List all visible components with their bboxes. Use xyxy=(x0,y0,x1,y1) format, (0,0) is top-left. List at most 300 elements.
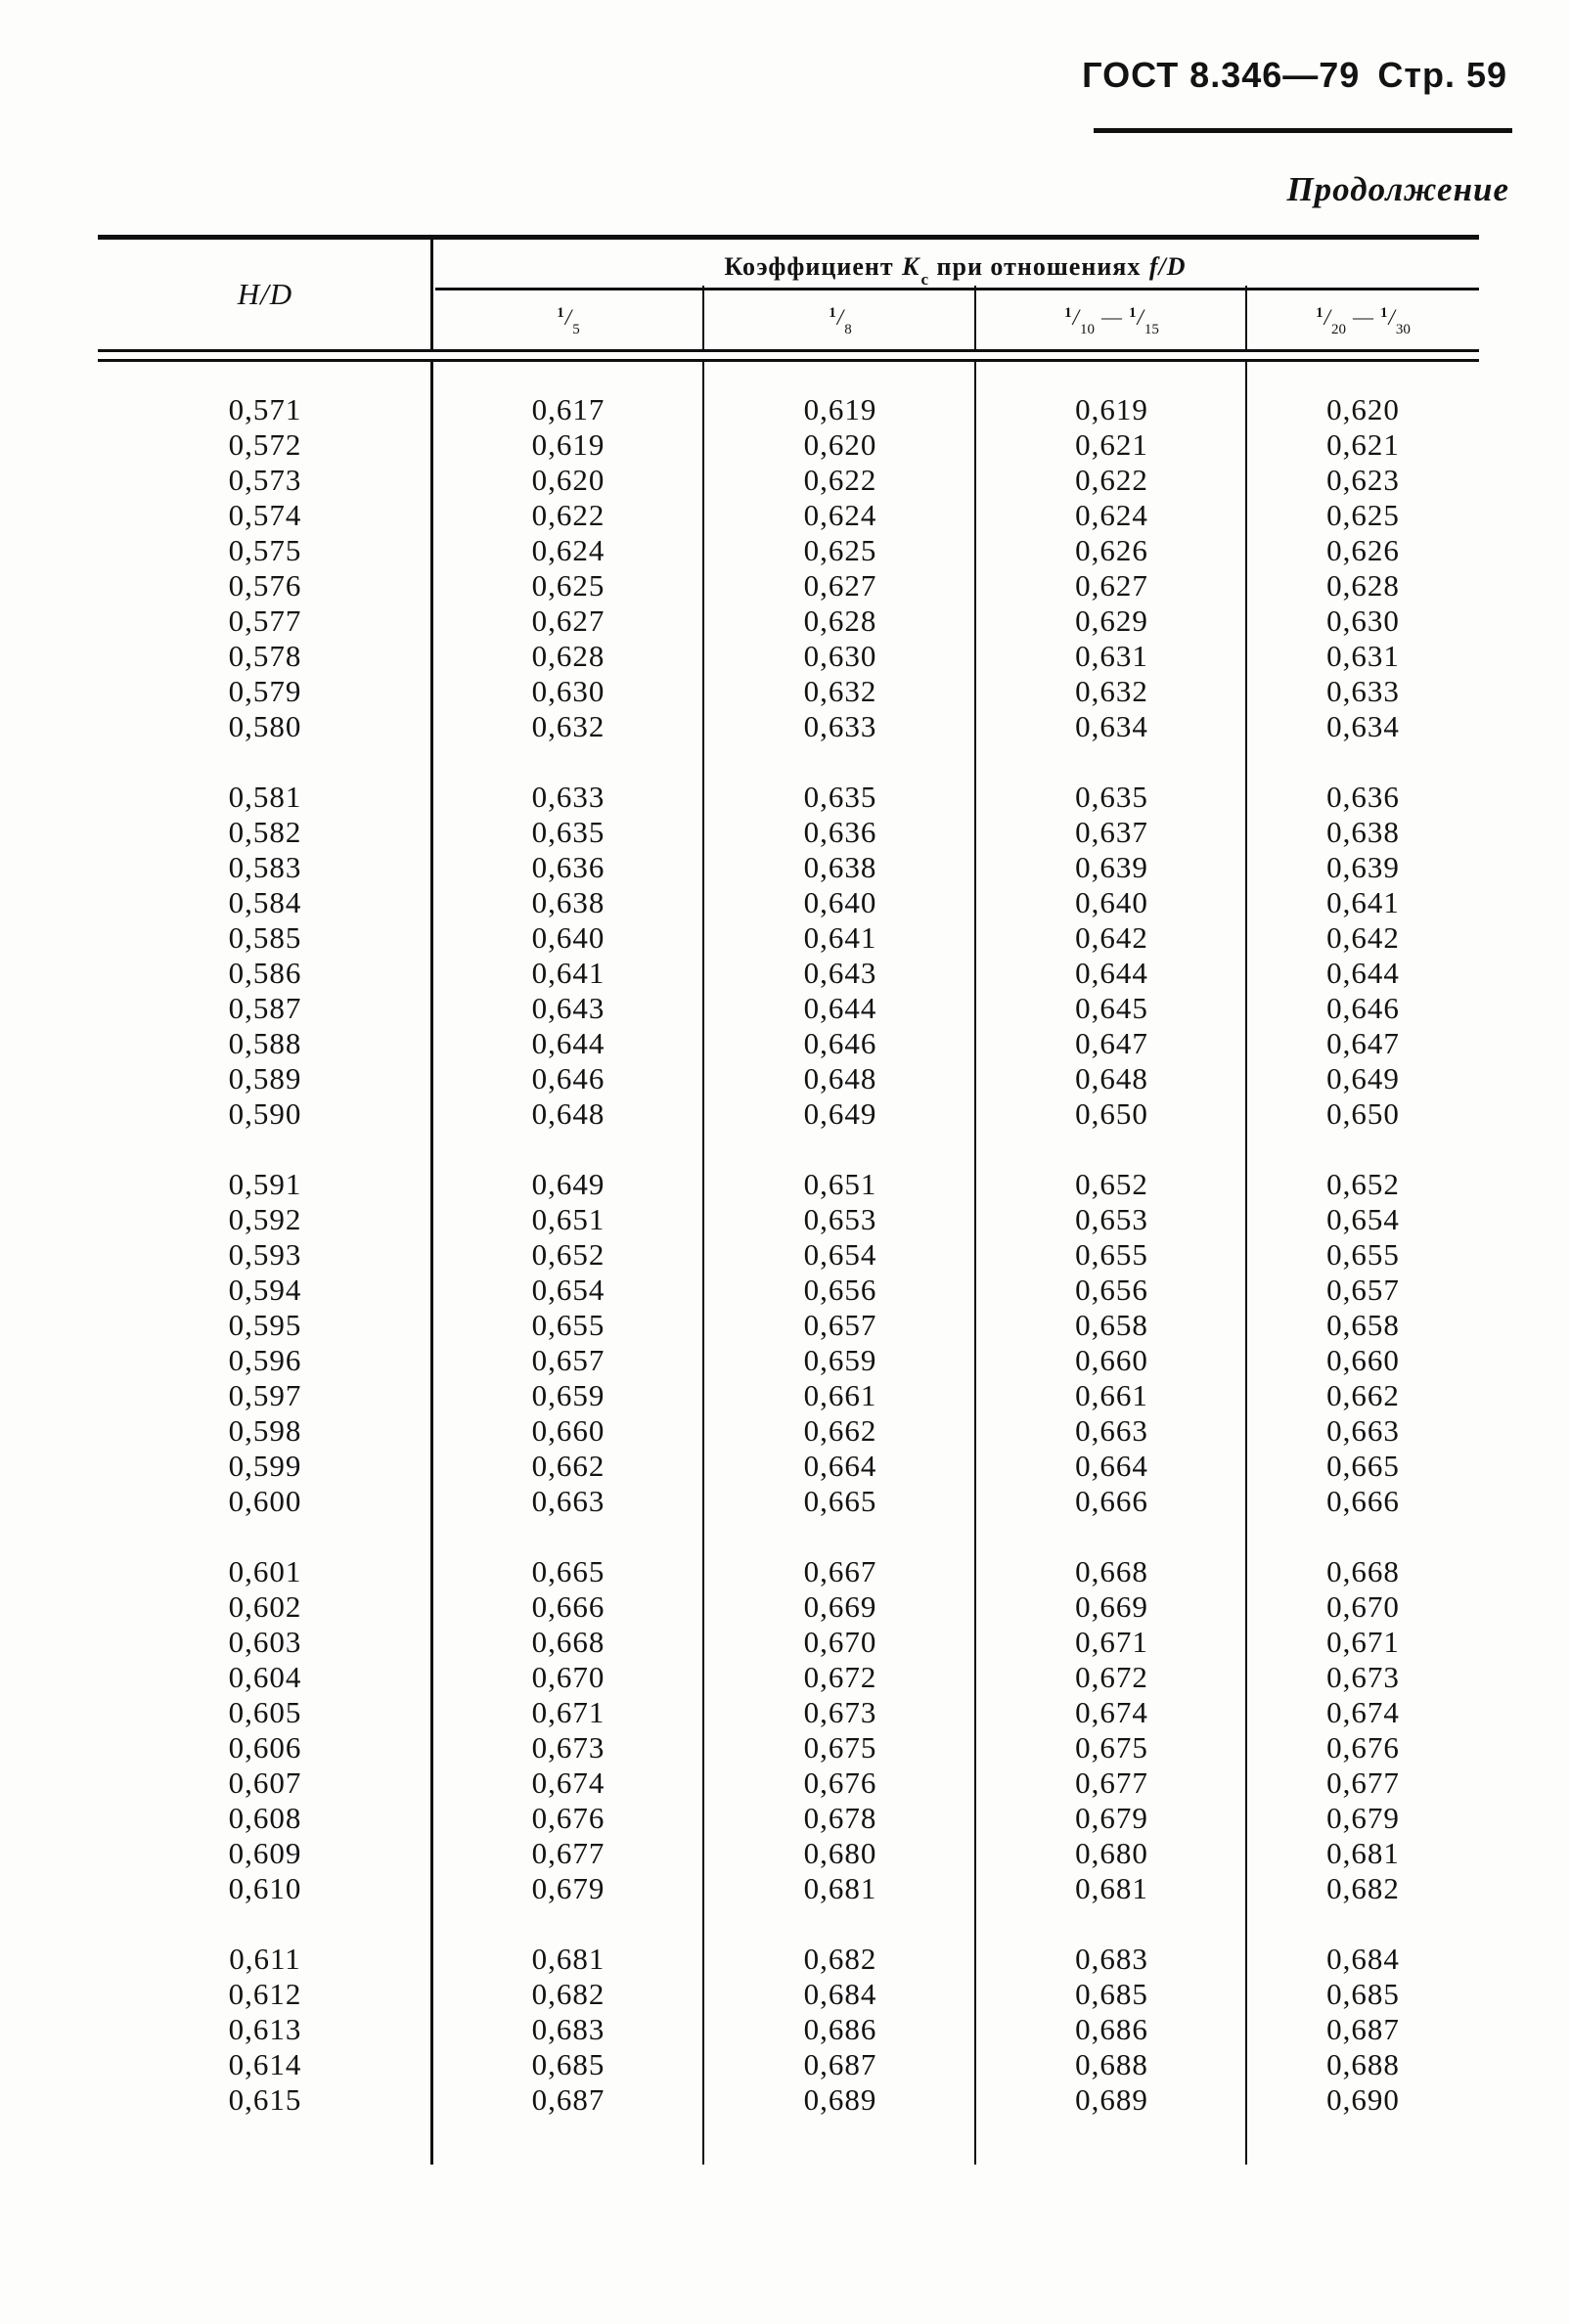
kc-value-cell: 0,635 xyxy=(803,780,877,814)
hd-value-cell: 0,572 xyxy=(228,427,302,462)
table-row xyxy=(98,1096,1479,1132)
kc-value-cell: 0,634 xyxy=(1075,709,1148,743)
hd-value-cell: 0,610 xyxy=(228,1871,302,1905)
coefficient-table xyxy=(98,235,1479,2118)
fraction-label: $^1/_5$ xyxy=(557,305,580,337)
kc-value-cell: 0,643 xyxy=(803,956,877,990)
table-row xyxy=(98,1871,1479,1906)
range-dash: — xyxy=(1353,304,1373,329)
kc-value-cell: 0,680 xyxy=(1075,1836,1148,1870)
table-row xyxy=(98,850,1479,885)
kc-value-cell: 0,632 xyxy=(531,709,606,743)
table-row xyxy=(98,815,1479,850)
kc-value-cell: 0,680 xyxy=(803,1836,877,1870)
table-row xyxy=(98,1202,1479,1237)
table-row xyxy=(98,568,1479,603)
row-header-cell: H/D xyxy=(237,277,293,311)
hd-value-cell: 0,607 xyxy=(228,1765,302,1800)
kc-value-cell: 0,647 xyxy=(1075,1026,1148,1060)
kc-value-cell: 0,652 xyxy=(1326,1167,1400,1201)
kc-value-cell: 0,664 xyxy=(803,1449,877,1483)
hd-value-cell: 0,577 xyxy=(228,603,302,638)
table-row xyxy=(98,920,1479,956)
hd-value-cell: 0,587 xyxy=(228,991,302,1025)
kc-value-cell: 0,655 xyxy=(1326,1237,1400,1272)
sub-header-row xyxy=(432,290,1479,349)
kc-value-cell: 0,669 xyxy=(1075,1589,1148,1624)
kc-value-cell: 0,690 xyxy=(1326,2082,1400,2117)
kc-value-cell: 0,644 xyxy=(1326,956,1400,990)
kc-value-cell: 0,620 xyxy=(1326,392,1400,426)
page-number-label: Стр. 59 xyxy=(1377,55,1507,95)
group-spacer xyxy=(98,1519,1479,1554)
kc-value-cell: 0,644 xyxy=(531,1026,606,1060)
continuation-label: Продолжение xyxy=(1286,170,1509,208)
kc-value-cell: 0,681 xyxy=(1075,1871,1148,1905)
table-row xyxy=(98,1836,1479,1871)
hd-value-cell: 0,580 xyxy=(228,709,302,743)
kc-value-cell: 0,625 xyxy=(1326,498,1400,532)
kc-value-cell: 0,641 xyxy=(1326,885,1400,919)
table-row xyxy=(98,1378,1479,1413)
table-row xyxy=(98,1942,1479,1977)
kc-value-cell: 0,687 xyxy=(1326,2012,1400,2046)
kc-value-cell: 0,679 xyxy=(1075,1801,1148,1835)
column-divider xyxy=(702,286,704,2165)
table-row xyxy=(98,1589,1479,1625)
kc-value-cell: 0,668 xyxy=(531,1625,606,1659)
hd-value-cell: 0,592 xyxy=(228,1202,302,1236)
kc-value-cell: 0,647 xyxy=(1326,1026,1400,1060)
table-row xyxy=(98,1554,1479,1589)
hd-value-cell: 0,583 xyxy=(228,850,302,884)
kc-value-cell: 0,688 xyxy=(1075,2047,1148,2081)
hd-value-cell: 0,591 xyxy=(228,1167,302,1201)
kc-value-cell: 0,638 xyxy=(531,885,606,919)
column-header xyxy=(432,290,704,349)
table-row xyxy=(98,2047,1479,2082)
kc-value-cell: 0,623 xyxy=(1326,463,1400,497)
kc-value-cell: 0,638 xyxy=(803,850,877,884)
kc-value-cell: 0,641 xyxy=(803,920,877,955)
kc-value-cell: 0,625 xyxy=(803,533,877,567)
table-row xyxy=(98,1977,1479,2012)
kc-value-cell: 0,667 xyxy=(803,1554,877,1588)
kc-value-cell: 0,624 xyxy=(531,533,606,567)
kc-value-cell: 0,674 xyxy=(531,1765,606,1800)
column-header xyxy=(704,290,976,349)
hd-value-cell: 0,582 xyxy=(228,815,302,849)
kc-value-cell: 0,621 xyxy=(1326,427,1400,462)
kc-value-cell: 0,635 xyxy=(1075,780,1148,814)
table-row xyxy=(98,498,1479,533)
kc-value-cell: 0,631 xyxy=(1075,639,1148,673)
kc-value-cell: 0,674 xyxy=(1075,1695,1148,1729)
kc-value-cell: 0,677 xyxy=(1326,1765,1400,1800)
kc-value-cell: 0,628 xyxy=(803,603,877,638)
kc-value-cell: 0,648 xyxy=(531,1096,606,1131)
kc-value-cell: 0,645 xyxy=(1075,991,1148,1025)
header-rule xyxy=(1094,128,1512,133)
kc-value-cell: 0,668 xyxy=(1326,1554,1400,1588)
kc-value-cell: 0,662 xyxy=(1326,1378,1400,1412)
kc-value-cell: 0,649 xyxy=(1326,1061,1400,1095)
table-row xyxy=(98,1026,1479,1061)
kc-value-cell: 0,659 xyxy=(531,1378,606,1412)
kc-value-cell: 0,662 xyxy=(803,1413,877,1448)
kc-value-cell: 0,687 xyxy=(531,2082,606,2117)
kc-value-cell: 0,665 xyxy=(531,1554,606,1588)
kc-symbol: K xyxy=(902,252,920,281)
kc-value-cell: 0,651 xyxy=(803,1167,877,1201)
hd-value-cell: 0,579 xyxy=(228,674,302,708)
hd-value-cell: 0,611 xyxy=(229,1942,301,1976)
header-double-rule xyxy=(98,349,1479,362)
kc-value-cell: 0,670 xyxy=(531,1660,606,1694)
kc-value-cell: 0,686 xyxy=(803,2012,877,2046)
kc-value-cell: 0,687 xyxy=(803,2047,877,2081)
kc-value-cell: 0,676 xyxy=(531,1801,606,1835)
hd-value-cell: 0,593 xyxy=(228,1237,302,1272)
table-row xyxy=(98,991,1479,1026)
span-header-suffix: при отношениях xyxy=(929,252,1148,281)
kc-value-cell: 0,654 xyxy=(1326,1202,1400,1236)
kc-value-cell: 0,649 xyxy=(803,1096,877,1131)
table-row xyxy=(98,709,1479,744)
hd-value-cell: 0,614 xyxy=(228,2047,302,2081)
kc-value-cell: 0,636 xyxy=(531,850,606,884)
hd-value-cell: 0,602 xyxy=(228,1589,302,1624)
table-row xyxy=(98,533,1479,568)
kc-value-cell: 0,666 xyxy=(531,1589,606,1624)
kc-value-cell: 0,621 xyxy=(1075,427,1148,462)
kc-value-cell: 0,630 xyxy=(1326,603,1400,638)
kc-value-cell: 0,631 xyxy=(1326,639,1400,673)
table-row xyxy=(98,1237,1479,1273)
hd-value-cell: 0,615 xyxy=(228,2082,302,2117)
kc-value-cell: 0,672 xyxy=(803,1660,877,1694)
kc-value-cell: 0,627 xyxy=(803,568,877,603)
kc-value-cell: 0,653 xyxy=(1075,1202,1148,1236)
kc-value-cell: 0,643 xyxy=(531,991,606,1025)
kc-value-cell: 0,633 xyxy=(803,709,877,743)
kc-value-cell: 0,636 xyxy=(1326,780,1400,814)
kc-value-cell: 0,652 xyxy=(531,1237,606,1272)
hd-value-cell: 0,606 xyxy=(228,1730,302,1765)
kc-value-cell: 0,644 xyxy=(1075,956,1148,990)
kc-value-cell: 0,636 xyxy=(803,815,877,849)
kc-value-cell: 0,632 xyxy=(1075,674,1148,708)
kc-value-cell: 0,661 xyxy=(803,1378,877,1412)
table-row xyxy=(98,392,1479,427)
kc-value-cell: 0,622 xyxy=(803,463,877,497)
kc-value-cell: 0,650 xyxy=(1075,1096,1148,1131)
kc-value-cell: 0,624 xyxy=(803,498,877,532)
kc-value-cell: 0,640 xyxy=(803,885,877,919)
range-dash: — xyxy=(1101,304,1122,329)
hd-value-cell: 0,601 xyxy=(228,1554,302,1588)
kc-value-cell: 0,681 xyxy=(1326,1836,1400,1870)
hd-value-cell: 0,576 xyxy=(228,568,302,603)
table-row xyxy=(98,1660,1479,1695)
table-row xyxy=(98,2012,1479,2047)
kc-value-cell: 0,635 xyxy=(531,815,606,849)
table-row xyxy=(98,956,1479,991)
hd-value-cell: 0,585 xyxy=(228,920,302,955)
fraction-label: $^1/_{15}$ xyxy=(1129,305,1159,337)
hd-value-cell: 0,586 xyxy=(228,956,302,990)
table-row xyxy=(98,427,1479,463)
kc-value-cell: 0,675 xyxy=(1075,1730,1148,1765)
table-row xyxy=(98,1625,1479,1660)
kc-value-cell: 0,682 xyxy=(531,1977,606,2011)
table-row xyxy=(98,1413,1479,1449)
table-body xyxy=(98,362,1479,2118)
kc-value-cell: 0,663 xyxy=(1075,1413,1148,1448)
kc-value-cell: 0,622 xyxy=(1075,463,1148,497)
kc-value-cell: 0,628 xyxy=(531,639,606,673)
group-spacer xyxy=(98,1906,1479,1942)
kc-value-cell: 0,664 xyxy=(1075,1449,1148,1483)
kc-value-cell: 0,676 xyxy=(1326,1730,1400,1765)
hd-value-cell: 0,571 xyxy=(228,392,302,426)
fraction-label: $^1/_8$ xyxy=(829,305,852,337)
kc-value-cell: 0,622 xyxy=(531,498,606,532)
hd-value-cell: 0,574 xyxy=(228,498,302,532)
hd-value-cell: 0,590 xyxy=(228,1096,302,1131)
kc-value-cell: 0,640 xyxy=(1075,885,1148,919)
group-spacer xyxy=(98,744,1479,780)
kc-value-cell: 0,675 xyxy=(803,1730,877,1765)
kc-value-cell: 0,620 xyxy=(803,427,877,462)
hd-value-cell: 0,573 xyxy=(228,463,302,497)
kc-value-cell: 0,689 xyxy=(1075,2082,1148,2117)
kc-value-cell: 0,656 xyxy=(803,1273,877,1307)
kc-value-cell: 0,685 xyxy=(1075,1977,1148,2011)
kc-value-cell: 0,665 xyxy=(803,1484,877,1518)
column-divider xyxy=(430,240,433,2165)
kc-value-cell: 0,646 xyxy=(1326,991,1400,1025)
group-spacer xyxy=(98,1132,1479,1167)
hd-value-cell: 0,608 xyxy=(228,1801,302,1835)
kc-value-cell: 0,650 xyxy=(1326,1096,1400,1131)
kc-value-cell: 0,652 xyxy=(1075,1167,1148,1201)
kc-value-cell: 0,684 xyxy=(803,1977,877,2011)
kc-value-cell: 0,685 xyxy=(531,2047,606,2081)
hd-value-cell: 0,594 xyxy=(228,1273,302,1307)
table-row xyxy=(98,885,1479,920)
span-header-title xyxy=(432,240,1479,288)
kc-value-cell: 0,673 xyxy=(803,1695,877,1729)
table-row xyxy=(98,1273,1479,1308)
kc-value-cell: 0,633 xyxy=(1326,674,1400,708)
table-row xyxy=(98,1061,1479,1096)
kc-value-cell: 0,641 xyxy=(531,956,606,990)
span-header-prefix: Коэффициент xyxy=(724,252,902,281)
kc-value-cell: 0,617 xyxy=(531,392,606,426)
kc-value-cell: 0,670 xyxy=(803,1625,877,1659)
table-row xyxy=(98,1695,1479,1730)
kc-value-cell: 0,625 xyxy=(531,568,606,603)
kc-value-cell: 0,648 xyxy=(803,1061,877,1095)
kc-value-cell: 0,670 xyxy=(1326,1589,1400,1624)
table-header xyxy=(98,240,1479,349)
kc-value-cell: 0,666 xyxy=(1326,1484,1400,1518)
table-row xyxy=(98,639,1479,674)
kc-value-cell: 0,662 xyxy=(531,1449,606,1483)
kc-value-cell: 0,657 xyxy=(1326,1273,1400,1307)
hd-value-cell: 0,598 xyxy=(228,1413,302,1448)
kc-value-cell: 0,676 xyxy=(803,1765,877,1800)
kc-value-cell: 0,683 xyxy=(531,2012,606,2046)
kc-value-cell: 0,673 xyxy=(1326,1660,1400,1694)
fraction-label: $^1/_{20}$ xyxy=(1316,305,1346,337)
kc-value-cell: 0,666 xyxy=(1075,1484,1148,1518)
table-row xyxy=(98,780,1479,815)
kc-value-cell: 0,658 xyxy=(1326,1308,1400,1342)
table-row xyxy=(98,1449,1479,1484)
column-header xyxy=(976,290,1247,349)
kc-value-cell: 0,653 xyxy=(803,1202,877,1236)
kc-value-cell: 0,620 xyxy=(531,463,606,497)
kc-value-cell: 0,657 xyxy=(531,1343,606,1377)
kc-value-cell: 0,660 xyxy=(1075,1343,1148,1377)
kc-value-cell: 0,654 xyxy=(531,1273,606,1307)
hd-value-cell: 0,612 xyxy=(228,1977,302,2011)
kc-value-cell: 0,683 xyxy=(1075,1942,1148,1976)
table-row xyxy=(98,674,1479,709)
page-header xyxy=(0,55,1507,96)
kc-value-cell: 0,682 xyxy=(803,1942,877,1976)
kc-value-cell: 0,648 xyxy=(1075,1061,1148,1095)
kc-value-cell: 0,619 xyxy=(803,392,877,426)
kc-value-cell: 0,660 xyxy=(1326,1343,1400,1377)
hd-value-cell: 0,584 xyxy=(228,885,302,919)
kc-value-cell: 0,630 xyxy=(531,674,606,708)
kc-value-cell: 0,628 xyxy=(1326,568,1400,603)
kc-value-cell: 0,663 xyxy=(531,1484,606,1518)
kc-value-cell: 0,669 xyxy=(803,1589,877,1624)
kc-value-cell: 0,660 xyxy=(531,1413,606,1448)
kc-value-cell: 0,619 xyxy=(531,427,606,462)
kc-value-cell: 0,649 xyxy=(531,1167,606,1201)
kc-value-cell: 0,684 xyxy=(1326,1942,1400,1976)
table-row xyxy=(98,1730,1479,1765)
kc-value-cell: 0,678 xyxy=(803,1801,877,1835)
table-row xyxy=(98,1484,1479,1519)
kc-value-cell: 0,681 xyxy=(531,1942,606,1976)
table-row xyxy=(98,1801,1479,1836)
table-row xyxy=(98,463,1479,498)
hd-value-cell: 0,589 xyxy=(228,1061,302,1095)
kc-value-cell: 0,642 xyxy=(1326,920,1400,955)
kc-value-cell: 0,646 xyxy=(803,1026,877,1060)
kc-value-cell: 0,672 xyxy=(1075,1660,1148,1694)
hd-value-cell: 0,613 xyxy=(228,2012,302,2046)
kc-value-cell: 0,637 xyxy=(1075,815,1148,849)
kc-value-cell: 0,679 xyxy=(1326,1801,1400,1835)
fraction-label: $^1/_{10}$ xyxy=(1064,305,1095,337)
table-row xyxy=(98,1167,1479,1202)
kc-value-cell: 0,619 xyxy=(1075,392,1148,426)
column-divider xyxy=(974,286,976,2165)
hd-value-cell: 0,595 xyxy=(228,1308,302,1342)
hd-value-cell: 0,578 xyxy=(228,639,302,673)
kc-value-cell: 0,679 xyxy=(531,1871,606,1905)
kc-value-cell: 0,640 xyxy=(531,920,606,955)
fraction-label: $^1/_{30}$ xyxy=(1380,305,1411,337)
hd-value-cell: 0,596 xyxy=(228,1343,302,1377)
kc-value-cell: 0,657 xyxy=(803,1308,877,1342)
kc-value-cell: 0,646 xyxy=(531,1061,606,1095)
kc-value-cell: 0,644 xyxy=(803,991,877,1025)
table-row xyxy=(98,2082,1479,2118)
span-header-area xyxy=(432,240,1479,349)
kc-value-cell: 0,624 xyxy=(1075,498,1148,532)
kc-value-cell: 0,639 xyxy=(1326,850,1400,884)
kc-value-cell: 0,655 xyxy=(1075,1237,1148,1272)
table-row xyxy=(98,1308,1479,1343)
kc-symbol-subscript: с xyxy=(920,270,930,290)
table-row xyxy=(98,603,1479,639)
kc-value-cell: 0,681 xyxy=(803,1871,877,1905)
hd-value-cell: 0,588 xyxy=(228,1026,302,1060)
kc-value-cell: 0,639 xyxy=(1075,850,1148,884)
table-row xyxy=(98,1765,1479,1801)
kc-value-cell: 0,659 xyxy=(803,1343,877,1377)
kc-value-cell: 0,658 xyxy=(1075,1308,1148,1342)
hd-value-cell: 0,600 xyxy=(228,1484,302,1518)
kc-value-cell: 0,674 xyxy=(1326,1695,1400,1729)
hd-value-cell: 0,581 xyxy=(228,780,302,814)
kc-value-cell: 0,689 xyxy=(803,2082,877,2117)
hd-value-cell: 0,599 xyxy=(228,1449,302,1483)
kc-value-cell: 0,632 xyxy=(803,674,877,708)
kc-value-cell: 0,661 xyxy=(1075,1378,1148,1412)
kc-value-cell: 0,627 xyxy=(1075,568,1148,603)
column-divider xyxy=(1245,286,1247,2165)
kc-value-cell: 0,626 xyxy=(1326,533,1400,567)
kc-value-cell: 0,671 xyxy=(531,1695,606,1729)
kc-value-cell: 0,638 xyxy=(1326,815,1400,849)
fd-ratio-symbol: f/D xyxy=(1148,252,1187,281)
hd-value-cell: 0,575 xyxy=(228,533,302,567)
kc-value-cell: 0,686 xyxy=(1075,2012,1148,2046)
hd-value-cell: 0,609 xyxy=(228,1836,302,1870)
kc-value-cell: 0,668 xyxy=(1075,1554,1148,1588)
kc-value-cell: 0,654 xyxy=(803,1237,877,1272)
hd-value-cell: 0,597 xyxy=(228,1378,302,1412)
kc-value-cell: 0,665 xyxy=(1326,1449,1400,1483)
kc-value-cell: 0,677 xyxy=(531,1836,606,1870)
kc-value-cell: 0,630 xyxy=(803,639,877,673)
kc-value-cell: 0,642 xyxy=(1075,920,1148,955)
hd-value-cell: 0,605 xyxy=(228,1695,302,1729)
kc-value-cell: 0,626 xyxy=(1075,533,1148,567)
kc-value-cell: 0,633 xyxy=(531,780,606,814)
kc-value-cell: 0,634 xyxy=(1326,709,1400,743)
hd-value-cell: 0,604 xyxy=(228,1660,302,1694)
kc-value-cell: 0,673 xyxy=(531,1730,606,1765)
kc-value-cell: 0,629 xyxy=(1075,603,1148,638)
kc-value-cell: 0,671 xyxy=(1326,1625,1400,1659)
column-header xyxy=(1247,290,1479,349)
kc-value-cell: 0,688 xyxy=(1326,2047,1400,2081)
kc-value-cell: 0,682 xyxy=(1326,1871,1400,1905)
kc-value-cell: 0,627 xyxy=(531,603,606,638)
kc-value-cell: 0,651 xyxy=(531,1202,606,1236)
kc-value-cell: 0,656 xyxy=(1075,1273,1148,1307)
